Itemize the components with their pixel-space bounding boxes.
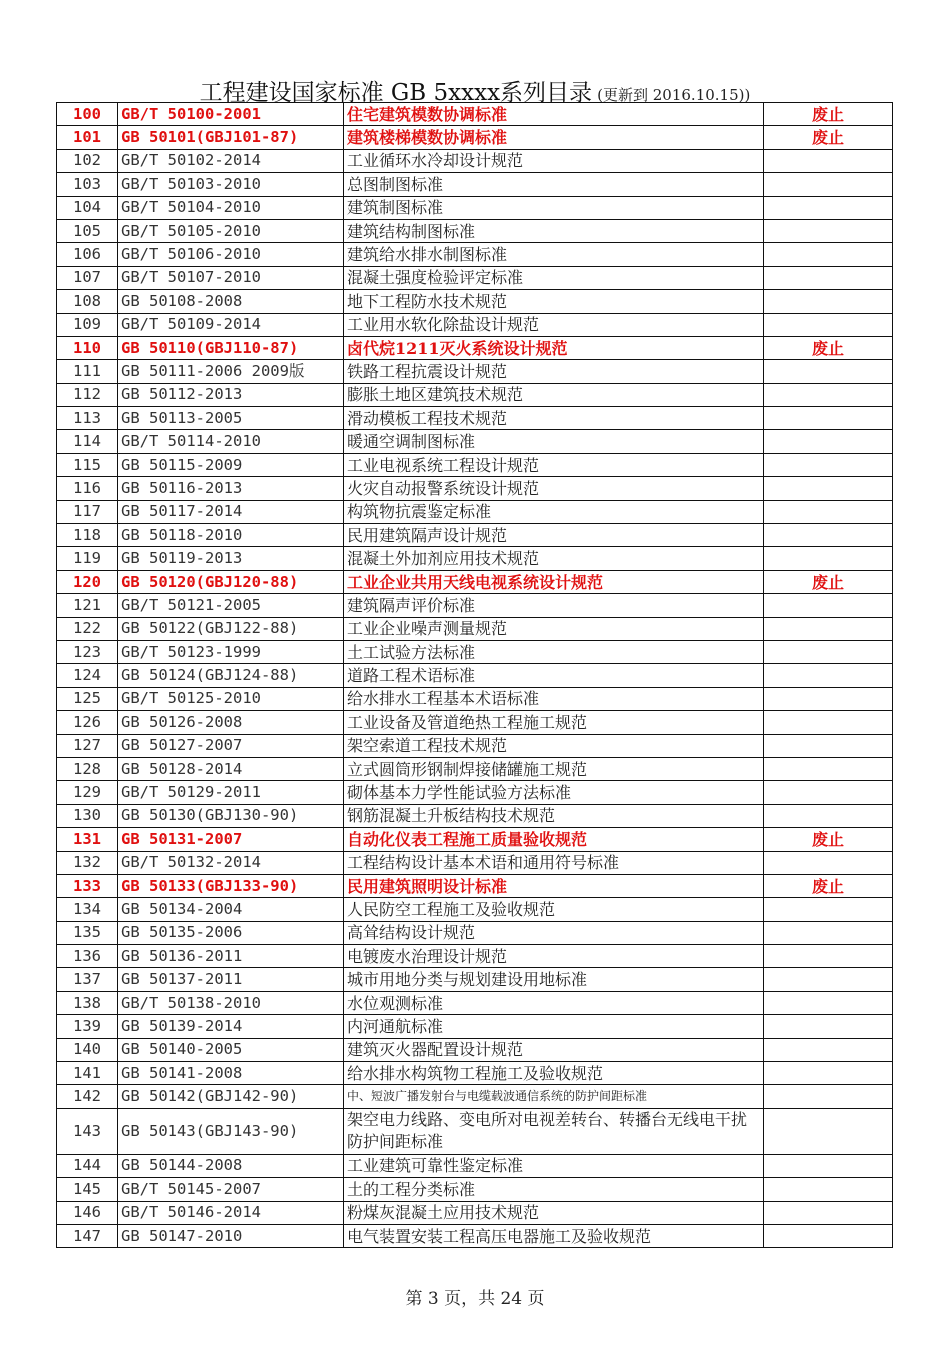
row-number: 134 [57, 898, 118, 921]
status-cell [764, 945, 893, 968]
table-row [57, 524, 893, 547]
standard-code: GB/T 50105-2010 [118, 219, 344, 242]
standard-name: 粉煤灰混凝土应用技术规范 [344, 1201, 764, 1224]
row-number: 120 [57, 570, 118, 593]
table-row [57, 1224, 893, 1247]
standard-code: GB/T 50138-2010 [118, 991, 344, 1014]
status-cell [764, 664, 893, 687]
row-number: 137 [57, 968, 118, 991]
standard-name: 中、短波广播发射台与电缆载波通信系统的防护间距标准 [344, 1085, 764, 1108]
table-row [57, 453, 893, 476]
standard-code: GB 50126-2008 [118, 711, 344, 734]
standard-name: 卤代烷1211灭火系统设计规范 [344, 336, 764, 359]
status-cell [764, 477, 893, 500]
standard-code: GB 50133(GBJ133-90) [118, 874, 344, 897]
status-cell [764, 687, 893, 710]
standard-code: GB 50113-2005 [118, 407, 344, 430]
standard-code: GB/T 50125-2010 [118, 687, 344, 710]
status-cell [764, 1015, 893, 1038]
status-cell [764, 1154, 893, 1177]
standard-name: 架空索道工程技术规范 [344, 734, 764, 757]
table-row [57, 1201, 893, 1224]
row-number: 107 [57, 266, 118, 289]
table-row [57, 219, 893, 242]
status-cell [764, 383, 893, 406]
standard-code: GB/T 50106-2010 [118, 243, 344, 266]
standard-code: GB 50116-2013 [118, 477, 344, 500]
row-number: 114 [57, 430, 118, 453]
row-number: 147 [57, 1224, 118, 1247]
status-cell [764, 757, 893, 780]
title-update-note: (更新到 2016.10.15)) [597, 86, 751, 104]
status-cell [764, 196, 893, 219]
row-number: 102 [57, 149, 118, 172]
status-cell [764, 430, 893, 453]
standard-code: GB 50143(GBJ143-90) [118, 1108, 344, 1154]
table-row [57, 898, 893, 921]
table-row [57, 1015, 893, 1038]
table-row [57, 1038, 893, 1061]
standard-code: GB 50139-2014 [118, 1015, 344, 1038]
standard-code: GB 50140-2005 [118, 1038, 344, 1061]
standard-name: 给水排水构筑物工程施工及验收规范 [344, 1062, 764, 1085]
table-row [57, 290, 893, 313]
standard-name: 工业设备及管道绝热工程施工规范 [344, 711, 764, 734]
row-number: 132 [57, 851, 118, 874]
table-row [57, 149, 893, 172]
standard-code: GB 50130(GBJ130-90) [118, 804, 344, 827]
status-cell [764, 1224, 893, 1247]
status-cell [764, 313, 893, 336]
standard-code: GB 50115-2009 [118, 453, 344, 476]
status-cell [764, 219, 893, 242]
standard-name: 人民防空工程施工及验收规范 [344, 898, 764, 921]
standard-name: 地下工程防水技术规范 [344, 290, 764, 313]
status-cell [764, 1038, 893, 1061]
standard-code: GB/T 50146-2014 [118, 1201, 344, 1224]
status-cell [764, 1108, 893, 1154]
row-number: 101 [57, 126, 118, 149]
table-row [57, 477, 893, 500]
standard-name: 住宅建筑模数协调标准 [344, 103, 764, 126]
status-cell [764, 407, 893, 430]
table-row [57, 594, 893, 617]
table-row [57, 874, 893, 897]
standard-code: GB 50134-2004 [118, 898, 344, 921]
table-row [57, 547, 893, 570]
table-row [57, 173, 893, 196]
table-row [57, 196, 893, 219]
standard-name: 铁路工程抗震设计规范 [344, 360, 764, 383]
standard-name: 滑动模板工程技术规范 [344, 407, 764, 430]
standard-name: 工业企业噪声测量规范 [344, 617, 764, 640]
status-cell [764, 594, 893, 617]
table-row [57, 851, 893, 874]
standard-name: 土的工程分类标准 [344, 1178, 764, 1201]
standard-name: 民用建筑隔声设计规范 [344, 524, 764, 547]
standard-code: GB/T 50104-2010 [118, 196, 344, 219]
standard-code: GB 50101(GBJ101-87) [118, 126, 344, 149]
row-number: 115 [57, 453, 118, 476]
table-row [57, 804, 893, 827]
standard-name: 工业建筑可靠性鉴定标准 [344, 1154, 764, 1177]
table-row [57, 243, 893, 266]
standard-name: 建筑制图标准 [344, 196, 764, 219]
status-cell [764, 290, 893, 313]
row-number: 125 [57, 687, 118, 710]
standard-name: 工业循环水冷却设计规范 [344, 149, 764, 172]
standard-code: GB/T 50107-2010 [118, 266, 344, 289]
status-cell [764, 453, 893, 476]
standard-name: 工业企业共用天线电视系统设计规范 [344, 570, 764, 593]
standard-name: 火灾自动报警系统设计规范 [344, 477, 764, 500]
standard-name: 工业用水软化除盐设计规范 [344, 313, 764, 336]
row-number: 118 [57, 524, 118, 547]
row-number: 143 [57, 1108, 118, 1154]
row-number: 130 [57, 804, 118, 827]
standard-name: 膨胀土地区建筑技术规范 [344, 383, 764, 406]
standard-code: GB 50136-2011 [118, 945, 344, 968]
table-row [57, 126, 893, 149]
row-number: 127 [57, 734, 118, 757]
standard-code: GB 50112-2013 [118, 383, 344, 406]
row-number: 119 [57, 547, 118, 570]
row-number: 111 [57, 360, 118, 383]
standard-name: 城市用地分类与规划建设用地标准 [344, 968, 764, 991]
standard-name: 混凝土强度检验评定标准 [344, 266, 764, 289]
standard-code: GB 50119-2013 [118, 547, 344, 570]
standard-name: 电气装置安装工程高压电器施工及验收规范 [344, 1224, 764, 1247]
row-number: 142 [57, 1085, 118, 1108]
standard-name: 内河通航标准 [344, 1015, 764, 1038]
standard-code: GB/T 50102-2014 [118, 149, 344, 172]
standard-code: GB 50127-2007 [118, 734, 344, 757]
standard-name: 建筑隔声评价标准 [344, 594, 764, 617]
table-row [57, 500, 893, 523]
status-cell: 废止 [764, 126, 893, 149]
standard-code: GB 50141-2008 [118, 1062, 344, 1085]
table-row [57, 617, 893, 640]
table-row [57, 266, 893, 289]
status-cell [764, 617, 893, 640]
standard-name: 道路工程术语标准 [344, 664, 764, 687]
standard-name: 土工试验方法标准 [344, 640, 764, 663]
status-cell: 废止 [764, 874, 893, 897]
standard-code: GB/T 50129-2011 [118, 781, 344, 804]
standard-name: 工程结构设计基本术语和通用符号标准 [344, 851, 764, 874]
standard-code: GB 50147-2010 [118, 1224, 344, 1247]
standard-name: 钢筋混凝土升板结构技术规范 [344, 804, 764, 827]
row-number: 112 [57, 383, 118, 406]
standard-name: 给水排水工程基本术语标准 [344, 687, 764, 710]
page-number: 第 3 页，共 24 页 [405, 1289, 545, 1309]
status-cell [764, 1201, 893, 1224]
status-cell: 废止 [764, 570, 893, 593]
standard-name: 砌体基本力学性能试验方法标准 [344, 781, 764, 804]
standard-code: GB 50128-2014 [118, 757, 344, 780]
standard-code: GB/T 50123-1999 [118, 640, 344, 663]
status-cell [764, 360, 893, 383]
table-row [57, 430, 893, 453]
row-number: 103 [57, 173, 118, 196]
status-cell [764, 851, 893, 874]
standard-code: GB/T 50103-2010 [118, 173, 344, 196]
standard-code: GB/T 50109-2014 [118, 313, 344, 336]
row-number: 105 [57, 219, 118, 242]
row-number: 104 [57, 196, 118, 219]
standard-name: 混凝土外加剂应用技术规范 [344, 547, 764, 570]
status-cell [764, 149, 893, 172]
standard-code: GB 50122(GBJ122-88) [118, 617, 344, 640]
standard-code: GB/T 50100-2001 [118, 103, 344, 126]
title-main: 工程建设国家标准 GB 5xxxx系列目录 [199, 80, 593, 106]
row-number: 135 [57, 921, 118, 944]
status-cell [764, 898, 893, 921]
table-row [57, 360, 893, 383]
standard-code: GB 50111-2006 2009版 [118, 360, 344, 383]
standard-name: 建筑楼梯模数协调标准 [344, 126, 764, 149]
standard-code: GB 50120(GBJ120-88) [118, 570, 344, 593]
row-number: 139 [57, 1015, 118, 1038]
standard-code: GB 50144-2008 [118, 1154, 344, 1177]
row-number: 116 [57, 477, 118, 500]
row-number: 144 [57, 1154, 118, 1177]
row-number: 141 [57, 1062, 118, 1085]
table-row [57, 1085, 893, 1108]
standard-code: GB/T 50114-2010 [118, 430, 344, 453]
row-number: 133 [57, 874, 118, 897]
status-cell [764, 1062, 893, 1085]
standard-code: GB/T 50121-2005 [118, 594, 344, 617]
table-row [57, 1108, 893, 1154]
standard-name: 建筑结构制图标准 [344, 219, 764, 242]
status-cell [764, 173, 893, 196]
row-number: 113 [57, 407, 118, 430]
standard-name: 立式圆筒形钢制焊接储罐施工规范 [344, 757, 764, 780]
standard-name: 高耸结构设计规范 [344, 921, 764, 944]
table-row [57, 781, 893, 804]
standards-table [56, 102, 893, 1248]
status-cell [764, 243, 893, 266]
row-number: 140 [57, 1038, 118, 1061]
standard-name: 构筑物抗震鉴定标准 [344, 500, 764, 523]
table-row [57, 687, 893, 710]
standard-code: GB 50118-2010 [118, 524, 344, 547]
row-number: 126 [57, 711, 118, 734]
standard-code: GB 50131-2007 [118, 828, 344, 851]
standard-name: 电镀废水治理设计规范 [344, 945, 764, 968]
standard-code: GB 50124(GBJ124-88) [118, 664, 344, 687]
status-cell [764, 524, 893, 547]
table-row [57, 407, 893, 430]
standard-name: 建筑灭火器配置设计规范 [344, 1038, 764, 1061]
row-number: 124 [57, 664, 118, 687]
row-number: 128 [57, 757, 118, 780]
status-cell [764, 711, 893, 734]
status-cell [764, 500, 893, 523]
table-row [57, 945, 893, 968]
table-row [57, 664, 893, 687]
standard-name: 民用建筑照明设计标准 [344, 874, 764, 897]
table-row [57, 383, 893, 406]
standard-name: 架空电力线路、变电所对电视差转台、转播台无线电干扰防护间距标准 [344, 1108, 764, 1154]
standard-code: GB 50135-2006 [118, 921, 344, 944]
status-cell [764, 734, 893, 757]
status-cell [764, 1085, 893, 1108]
status-cell [764, 781, 893, 804]
table-row [57, 640, 893, 663]
row-number: 121 [57, 594, 118, 617]
table-row [57, 103, 893, 126]
standard-name: 工业电视系统工程设计规范 [344, 453, 764, 476]
row-number: 108 [57, 290, 118, 313]
table-row [57, 968, 893, 991]
row-number: 129 [57, 781, 118, 804]
row-number: 110 [57, 336, 118, 359]
row-number: 145 [57, 1178, 118, 1201]
standard-code: GB 50117-2014 [118, 500, 344, 523]
standard-code: GB/T 50145-2007 [118, 1178, 344, 1201]
row-number: 123 [57, 640, 118, 663]
table-row [57, 1178, 893, 1201]
status-cell [764, 266, 893, 289]
row-number: 117 [57, 500, 118, 523]
row-number: 131 [57, 828, 118, 851]
standard-code: GB 50110(GBJ110-87) [118, 336, 344, 359]
table-row [57, 570, 893, 593]
row-number: 106 [57, 243, 118, 266]
standard-code: GB 50142(GBJ142-90) [118, 1085, 344, 1108]
table-row [57, 711, 893, 734]
status-cell [764, 921, 893, 944]
row-number: 138 [57, 991, 118, 1014]
status-cell: 废止 [764, 103, 893, 126]
standard-name: 暖通空调制图标准 [344, 430, 764, 453]
status-cell [764, 991, 893, 1014]
status-cell [764, 640, 893, 663]
status-cell: 废止 [764, 828, 893, 851]
table-row [57, 1154, 893, 1177]
status-cell [764, 804, 893, 827]
standard-code: GB/T 50132-2014 [118, 851, 344, 874]
row-number: 136 [57, 945, 118, 968]
standard-name: 建筑给水排水制图标准 [344, 243, 764, 266]
standard-name: 总图制图标准 [344, 173, 764, 196]
status-cell [764, 968, 893, 991]
table-row [57, 757, 893, 780]
table-row [57, 734, 893, 757]
table-row [57, 828, 893, 851]
standard-name: 自动化仪表工程施工质量验收规范 [344, 828, 764, 851]
standard-code: GB 50108-2008 [118, 290, 344, 313]
table-row [57, 336, 893, 359]
row-number: 146 [57, 1201, 118, 1224]
table-row [57, 313, 893, 336]
table-row [57, 1062, 893, 1085]
row-number: 109 [57, 313, 118, 336]
status-cell [764, 547, 893, 570]
status-cell [764, 1178, 893, 1201]
row-number: 100 [57, 103, 118, 126]
standard-name: 水位观测标准 [344, 991, 764, 1014]
status-cell: 废止 [764, 336, 893, 359]
table-row [57, 921, 893, 944]
standard-code: GB 50137-2011 [118, 968, 344, 991]
standards-table-body [57, 103, 893, 1248]
table-row [57, 991, 893, 1014]
row-number: 122 [57, 617, 118, 640]
